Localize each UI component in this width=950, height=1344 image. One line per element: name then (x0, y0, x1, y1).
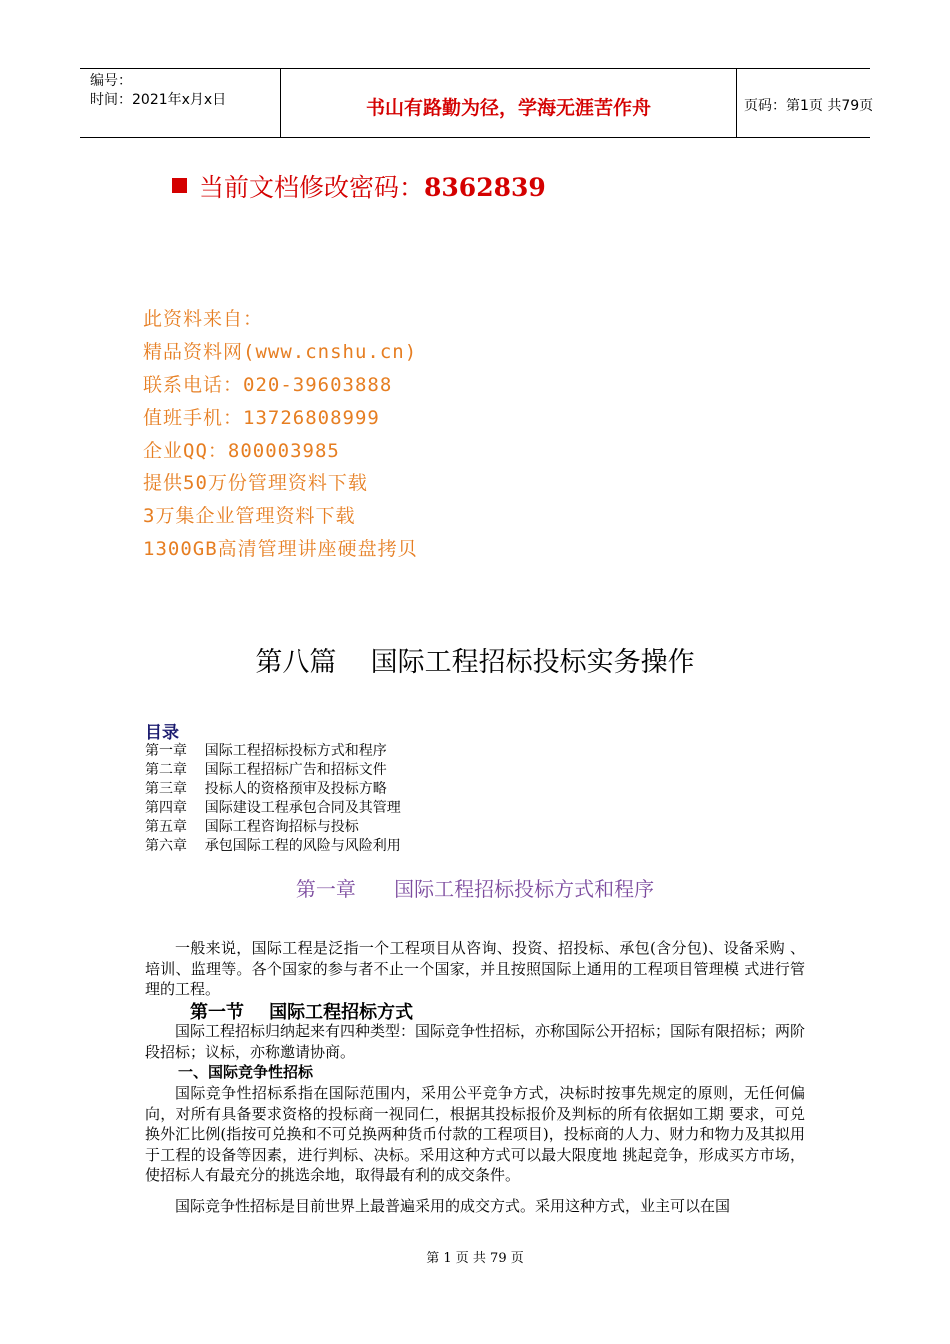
header-page-info: 页码：第1页 共79页 (744, 98, 874, 114)
document-title: 第八篇 国际工程招标投标实务操作 (255, 647, 695, 678)
document-date: 时间：2021年x月x日 (90, 92, 227, 108)
toc-heading: 目录 (145, 723, 179, 743)
source-line: 联系电话：020-39603888 (143, 374, 393, 396)
header-center-cell (280, 69, 737, 137)
intro-paragraph: 一般来说，国际工程是泛指一个工程项目从咨询、投资、招投标、承包(含分包)、设备采购 、培训、监理等。各个国家的参与者不止一个国家，并且按照国际上通用的工程项目管理模 式进行管理的工程。 (145, 939, 805, 998)
source-line: 此资料来自： (143, 308, 264, 330)
toc-item: 第二章 国际工程招标广告和招标文件 (145, 762, 387, 778)
square-bullet-icon (172, 178, 187, 193)
toc-item: 第五章 国际工程咨询招标与投标 (145, 819, 359, 835)
section-paragraph: 国际工程招标归纳起来有四种类型：国际竞争性招标，亦称国际公开招标；国际有限招标；两阶段招标；议标，亦称邀请协商。 (145, 1022, 806, 1061)
source-line: 1300GB高清管理讲座硬盘拷贝 (143, 538, 418, 560)
document-number-label: 编号： (90, 73, 132, 89)
source-line: 企业QQ：800003985 (143, 440, 340, 462)
header-right-cell (736, 69, 874, 137)
source-line: 值班手机：13726808999 (143, 407, 380, 429)
toc-item: 第六章 承包国际工程的风险与风险利用 (145, 838, 401, 854)
password-label: 当前文档修改密码： (199, 173, 425, 202)
page-header (80, 68, 874, 138)
toc-item: 第四章 国际建设工程承包合同及其管理 (145, 800, 401, 816)
source-line: 精品资料网(www.cnshu.cn) (143, 341, 418, 363)
password-notice (172, 168, 546, 204)
subsection-paragraph: 国际竞争性招标是目前世界上最普遍采用的成交方式。采用这种方式，业主可以在国 (175, 1197, 731, 1215)
chapter-title: 第一章 国际工程招标投标方式和程序 (295, 877, 655, 901)
source-line: 提供50万份管理资料下载 (143, 472, 368, 494)
password-code: 8362839 (424, 173, 546, 202)
source-line: 3万集企业管理资料下载 (143, 505, 356, 527)
toc-item: 第三章 投标人的资格预审及投标方略 (145, 781, 387, 797)
subsection-paragraph: 国际竞争性招标系指在国际范围内，采用公平竞争方式，决标时按事先规定的原则，无任何偏向，对所有具备要求资格的投标商一视同仁，根据其投标报价及判标的所有依据如工期 要求，可兑换外汇比例(指按可兑换和不可兑换两种货币付款的工程项目)，投标商的人力、财力和物力及其拟用于工程的设备等因素，进行判标、决标。采用这种方式可以最大限度地 挑起竞争，形成买方市场，使招标人有最充分的挑选余地，取得最有利的成交条件。 (145, 1084, 805, 1184)
header-motto: 书山有路勤为径，学海无涯苦作舟 (365, 97, 651, 119)
toc-item: 第一章 国际工程招标投标方式和程序 (145, 743, 387, 759)
page-footer: 第 1 页 共 79 页 (426, 1251, 524, 1266)
subsection-title: 一、国际竞争性招标 (178, 1063, 314, 1081)
header-left-cell (80, 69, 280, 137)
section-title: 第一节 国际工程招标方式 (190, 1002, 414, 1023)
